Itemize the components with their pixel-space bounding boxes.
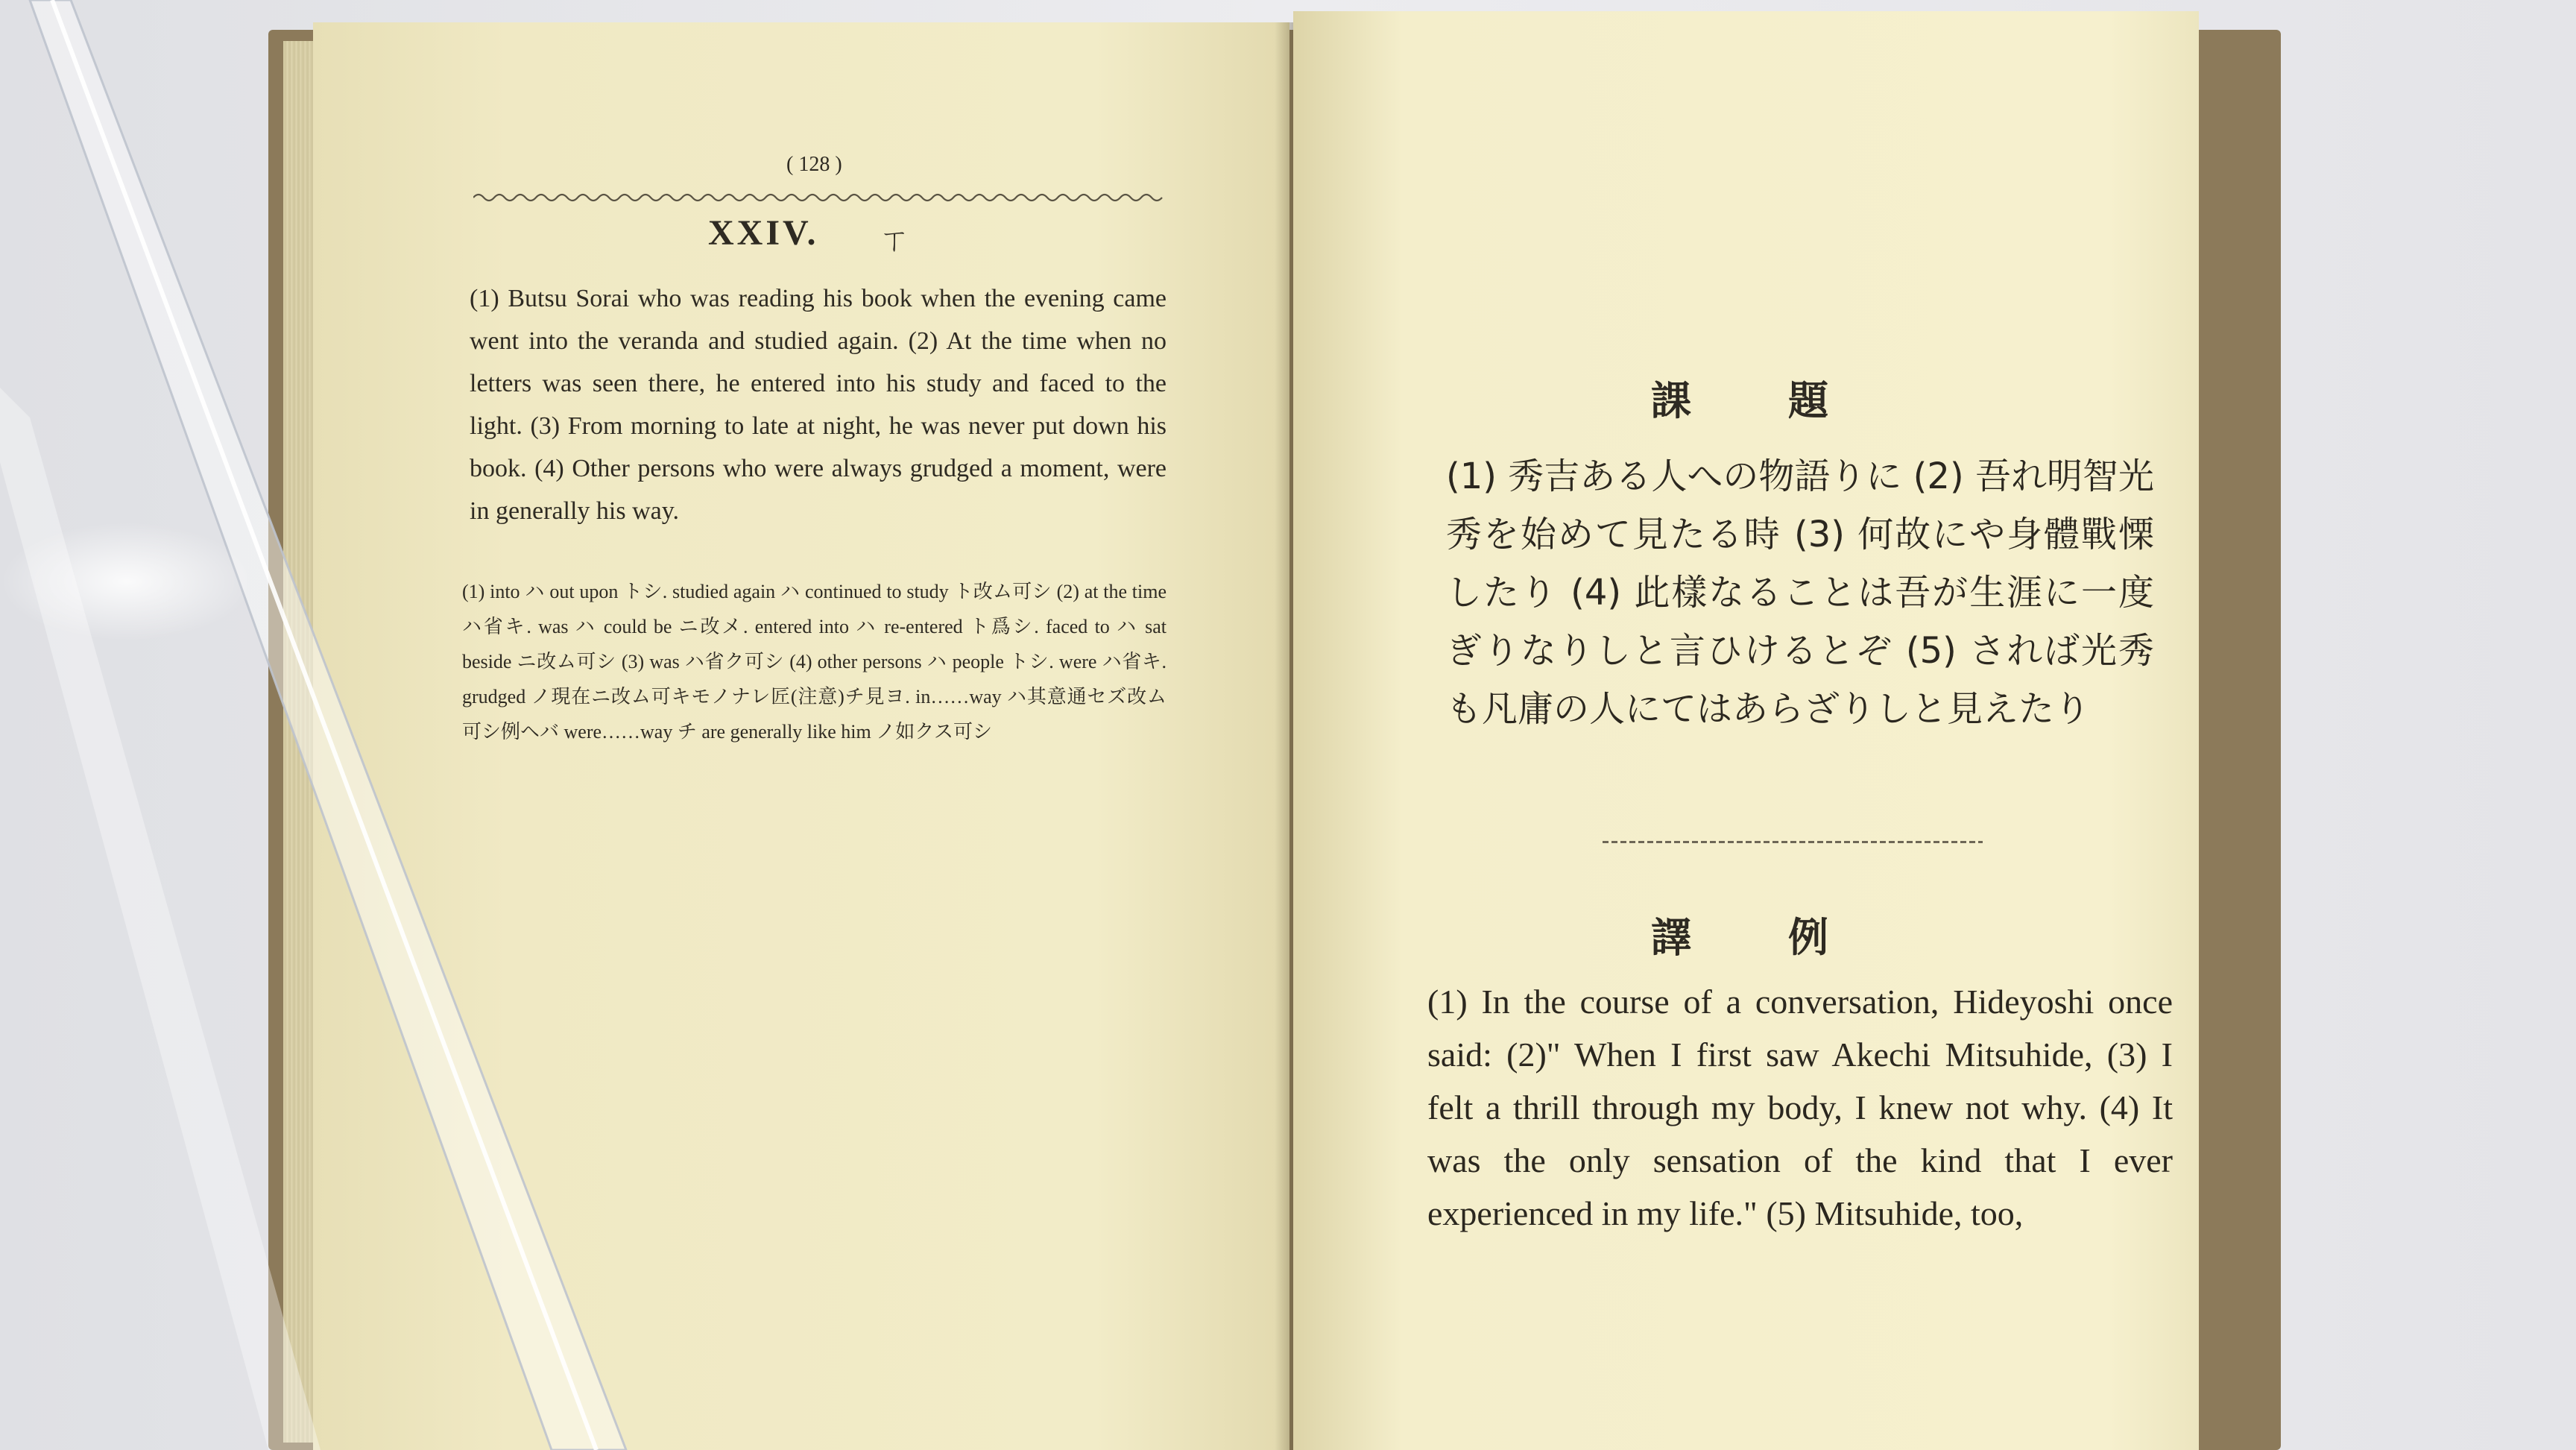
japanese-exercise-text: (1) 秀吉ある人への物語りに (2) 吾れ明智光秀を始めて見たる時 (3) 何故にや身體戰慄したり (4) 此樣なることは吾が生涯に一度ぎりなりしと言ひけるとぞ (5) されば光秀も凡庸の人にてはあらざりしと見えたり [1446,456,2154,730]
lesson-mark: ㄒ [880,223,909,256]
english-translation-text: (1) In the course of a conversation, Hideyoshi once said: (2)" When I first saw Akechi Mitsuhide, (3) I felt a thrill through my body, I knew not why. (4) It was the only sensation of the kind that I ever experienced in my life." (5) Mitsuhide, too, [1427,983,2173,1232]
lesson-title: XXIV. [708,213,819,253]
section-title-yakurei: 譯例 [1651,915,1925,960]
page-number: ( 128 ) [786,153,842,176]
left-body-text: (1) Butsu Sorai who was reading his book when the evening came went into the veranda and studied again. (2) At the time when no letters was seen there, he entered into his study and faced to the light. (3) From morning to late at night, he was never put down his book. (4) Other persons who were always grudged a moment, were in generally his way. [470,285,1167,525]
light-glare [0,522,253,641]
left-notes-text: (1) into ハ out upon トシ. studied again ハ continued to study ト改ム可シ (2) at the time ハ省キ. was ハ could be ニ改メ. entered into ハ re-entered ト爲シ. faced to ハ sat beside ニ改ム可シ (3) was ハ省ク可シ (4) other persons ハ people トシ. were ハ省キ. grudged ノ現在ニ改ム可キモノナレ匠(注意)チ見ヨ. in……way ハ其意通セズ改ム可シ例ヘバ were……way チ are generally like him ノ如クス可シ [462,581,1167,743]
section-title-kadai: 課題 [1651,379,1925,423]
